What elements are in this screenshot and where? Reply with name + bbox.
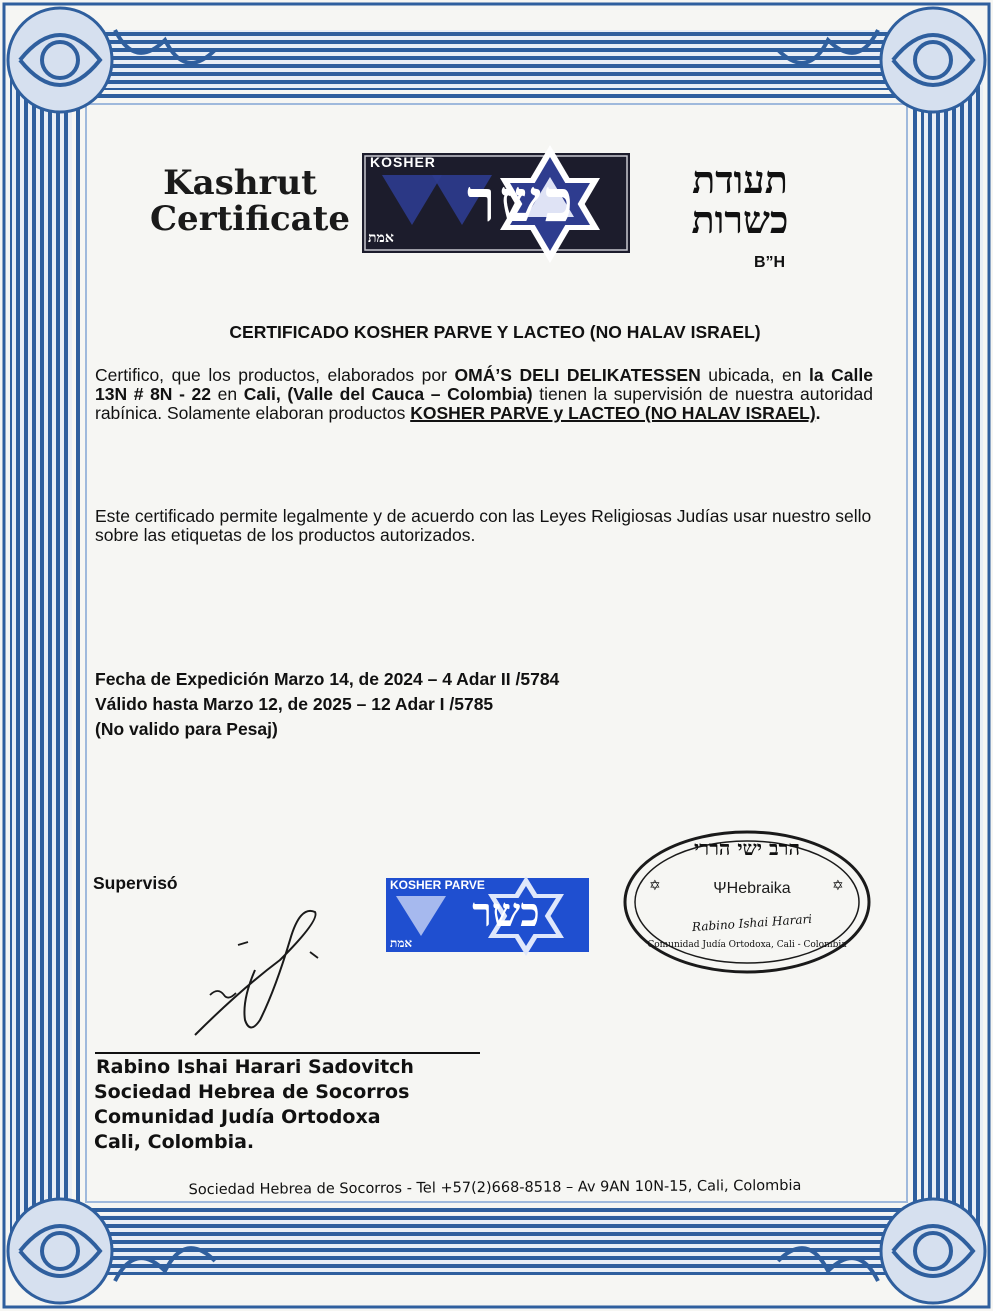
para1-text-6: . bbox=[815, 403, 821, 423]
supervised-label: Supervisó bbox=[93, 873, 178, 893]
svg-text:✡: ✡ bbox=[832, 878, 844, 894]
rabbi-seal bbox=[622, 828, 872, 976]
certificate-heading: CERTIFICADO KOSHER PARVE Y LACTEO (NO HALAV ISRAEL) bbox=[229, 322, 761, 342]
hebrew-line-1: תעודת bbox=[692, 157, 788, 202]
title-line-2: Certificate bbox=[150, 199, 351, 239]
logo-center-hebrew: כשר bbox=[467, 167, 577, 235]
signatory-city: Cali, Colombia. bbox=[94, 1131, 255, 1153]
signature-drawing bbox=[180, 900, 340, 1040]
seal-ring-text: Comunidad Judía Ortodoxa, Cali - Colombia bbox=[647, 940, 847, 950]
stamp-top-label: KOSHER PARVE bbox=[390, 878, 485, 892]
valid-until-date: Válido hasta Marzo 12, de 2025 – 12 Adar I /5785 bbox=[95, 694, 494, 714]
logo-top-label: KOSHER bbox=[370, 154, 436, 170]
certification-paragraph bbox=[95, 366, 873, 423]
kosher-parve-stamp bbox=[386, 876, 591, 956]
company-city: Cali, bbox=[243, 384, 281, 404]
signatory-name: Rabino Ishai Harari Sadovitch bbox=[96, 1056, 414, 1078]
company-address: la Calle 13N # 8N - 22 bbox=[95, 365, 873, 404]
company-name: OMÁ’S DELI DELIKATESSEN bbox=[454, 365, 701, 385]
para1-text-3: en bbox=[211, 384, 244, 404]
stamp-bottom-label: אמת bbox=[390, 936, 413, 950]
para1-text-5: tienen la supervisión de nuestra autoridad rabínica. Solamente elaboran productos bbox=[95, 384, 873, 423]
para1-text-1: Certifico, que los productos, elaborados por bbox=[95, 365, 455, 385]
signature-line bbox=[95, 1052, 480, 1054]
signatory-block bbox=[94, 1055, 414, 1155]
para1-text-2: ubicada, en bbox=[700, 365, 810, 385]
pesaj-note: (No valido para Pesaj) bbox=[95, 719, 278, 739]
company-region: (Valle del Cauca – Colombia) bbox=[287, 384, 533, 404]
logo-bottom-label: אמת bbox=[368, 230, 394, 246]
dates-block bbox=[95, 667, 559, 742]
certified-products: KOSHER PARVE y LACTEO (NO HALAV ISRAEL) bbox=[410, 403, 816, 423]
seal-rabbi-name: Rabino Ishai Harari bbox=[691, 911, 813, 935]
title-hebrew bbox=[670, 157, 810, 242]
kosher-logo bbox=[362, 145, 632, 263]
menorah-icon: Ψ bbox=[713, 880, 727, 897]
title-line-1: Kashrut bbox=[163, 163, 317, 203]
legal-paragraph: Este certificado permite legalmente y de acuerdo con las Leyes Religiosas Judías usar nuestro sello sobre las etiquetas de los productos autorizados. bbox=[95, 506, 872, 545]
hebrew-line-2: כשרות bbox=[691, 197, 789, 242]
seal-hebrew: הרב ישי הררי bbox=[694, 836, 800, 860]
bh-mark: B”H bbox=[754, 254, 786, 271]
title-english bbox=[150, 163, 351, 239]
stamp-center-hebrew: כשר bbox=[472, 889, 540, 936]
svg-text:✡: ✡ bbox=[649, 878, 661, 894]
issue-date: Fecha de Expedición Marzo 14, de 2024 – 4 Adar II /5784 bbox=[95, 669, 560, 689]
seal-brand bbox=[692, 880, 812, 898]
seal-brand-text: Hebraika bbox=[726, 880, 791, 897]
signatory-org: Sociedad Hebrea de Socorros bbox=[94, 1081, 410, 1103]
footer-contact: Sociedad Hebrea de Socorros - Tel +57(2)668-8518 – Av 9AN 10N-15, Cali, Colombia bbox=[188, 1177, 802, 1199]
signatory-community: Comunidad Judía Ortodoxa bbox=[94, 1106, 381, 1128]
